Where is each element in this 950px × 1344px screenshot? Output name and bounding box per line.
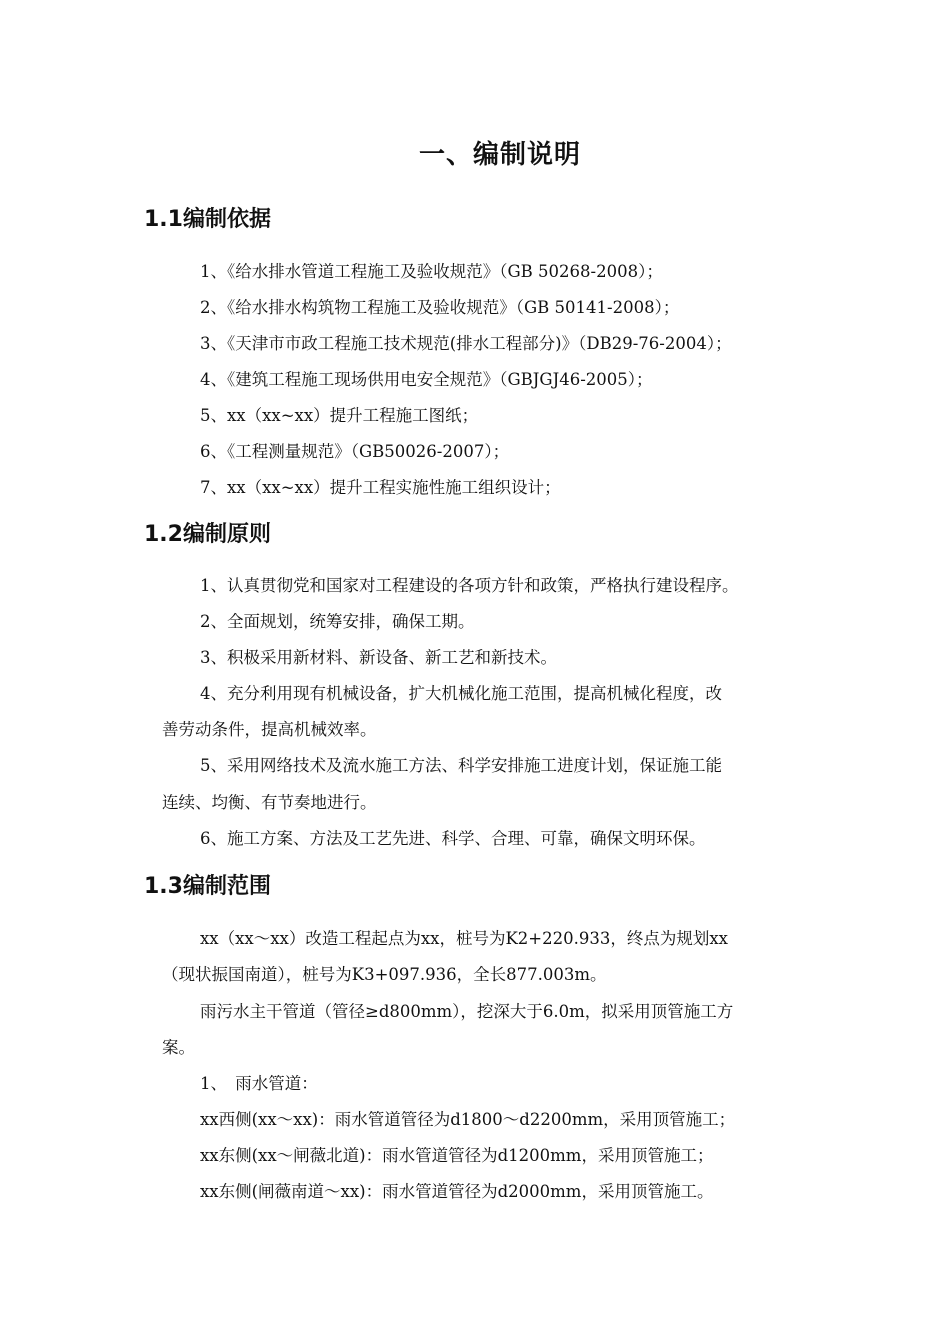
- scope-rain-pipe-east-south: xx东侧(闸薇南道～xx)：雨水管道管径为d2000mm，采用顶管施工。: [200, 1182, 714, 1201]
- scope-rain-pipe-heading: 1、 雨水管道：: [200, 1074, 318, 1093]
- section-heading-basis: 1.1编制依据: [144, 207, 271, 232]
- basis-item-1: 1、《给水排水管道工程施工及验收规范》（GB 50268-2008）；: [200, 262, 663, 281]
- principle-item-5-cont: 连续、均衡、有节奏地进行。: [162, 793, 377, 812]
- basis-item-3: 3、《天津市市政工程施工技术规范(排水工程部分)》（DB29-76-2004）；: [200, 334, 732, 353]
- basis-item-7: 7、xx（xx~xx）提升工程实施性施工组织设计；: [200, 478, 561, 497]
- principle-item-2: 2、全面规划，统筹安排，确保工期。: [200, 612, 475, 631]
- principle-item-5: 5、采用网络技术及流水施工方法、科学安排施工进度计划，保证施工能: [200, 756, 722, 775]
- principle-item-4: 4、充分利用现有机械设备，扩大机械化施工范围，提高机械化程度，改: [200, 684, 722, 703]
- basis-item-6: 6、《工程测量规范》（GB50026-2007）；: [200, 442, 510, 461]
- document-title: 一、编制说明: [418, 140, 581, 170]
- basis-item-5: 5、xx（xx~xx）提升工程施工图纸；: [200, 406, 479, 425]
- scope-paragraph-2-cont: 案。: [162, 1038, 195, 1057]
- section-heading-scope: 1.3编制范围: [144, 874, 271, 899]
- basis-item-2: 2、《给水排水构筑物工程施工及验收规范》（GB 50141-2008）；: [200, 298, 680, 317]
- scope-paragraph-1: xx（xx～xx）改造工程起点为xx，桩号为K2+220.933，终点为规划xx: [200, 929, 728, 948]
- principle-item-4-cont: 善劳动条件，提高机械效率。: [162, 720, 377, 739]
- principle-item-3: 3、积极采用新材料、新设备、新工艺和新技术。: [200, 648, 557, 667]
- scope-rain-pipe-east-north: xx东侧(xx～闸薇北道)：雨水管道管径为d1200mm，采用顶管施工；: [200, 1146, 714, 1165]
- principle-item-6: 6、施工方案、方法及工艺先进、科学、合理、可靠，确保文明环保。: [200, 829, 706, 848]
- scope-paragraph-2: 雨污水主干管道（管径≥d800mm），挖深大于6.0m，拟采用顶管施工方: [200, 1002, 734, 1021]
- section-heading-principles: 1.2编制原则: [144, 522, 271, 547]
- scope-paragraph-1-cont: （现状振国南道），桩号为K3+097.936，全长877.003m。: [162, 965, 607, 984]
- basis-item-4: 4、《建筑工程施工现场供用电安全规范》（GBJGJ46-2005）；: [200, 370, 653, 389]
- scope-rain-pipe-west: xx西侧(xx～xx)：雨水管道管径为d1800～d2200mm，采用顶管施工；: [200, 1110, 736, 1129]
- principle-item-1: 1、认真贯彻党和国家对工程建设的各项方针和政策，严格执行建设程序。: [200, 576, 739, 595]
